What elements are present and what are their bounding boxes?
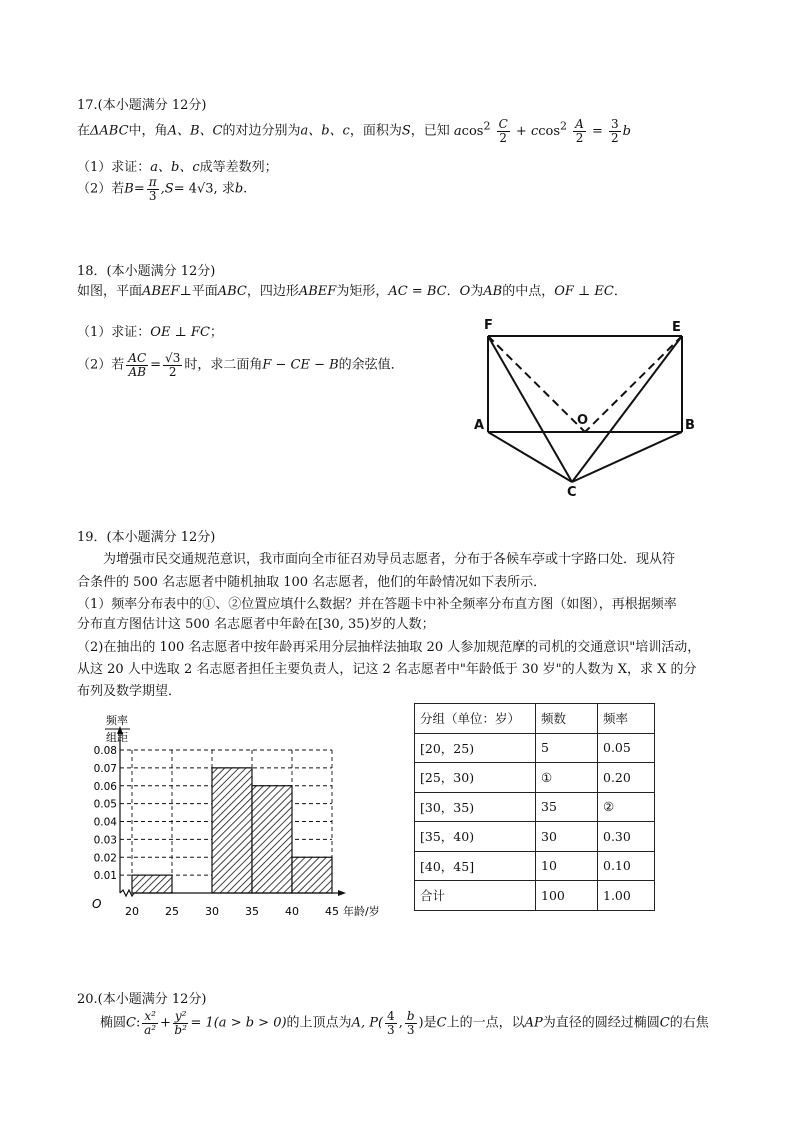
- histogram-bars: [132, 768, 332, 893]
- segment-ap: AP: [524, 1015, 543, 1031]
- frac-num: 3: [611, 117, 619, 131]
- table-total-row: [415, 881, 655, 911]
- segment-ab: AB: [483, 284, 503, 299]
- x-tick-label: 40: [285, 905, 299, 918]
- q17-text: ，面积为: [349, 123, 402, 139]
- q17-equation: [453, 117, 631, 145]
- table-cell: 10: [536, 851, 598, 881]
- histogram-bar: [292, 857, 332, 893]
- frac-den: 2: [168, 364, 177, 379]
- frac-den: a²: [144, 1022, 157, 1037]
- q20-stem: [100, 1010, 709, 1036]
- q17-text: 在: [77, 123, 91, 139]
- q17-title: 17.(本小题满分 12分): [77, 98, 207, 113]
- q19-para2: 合条件的 500 名志愿者中随机抽取 100 名志愿者，他们的年龄情况如下表所示．: [77, 575, 547, 590]
- q18-text: ．: [613, 284, 627, 299]
- ellipse-c: C: [659, 1015, 670, 1031]
- q19-title: 19．(本小题满分 12分): [77, 530, 216, 545]
- label-o: O: [577, 413, 589, 428]
- q17-text: ，已知: [410, 123, 450, 139]
- eq-c: c: [530, 123, 539, 139]
- part-text: 的余弦值．: [338, 357, 404, 373]
- quad-abef: ABEF: [298, 284, 337, 299]
- part-text: 时，求二面角: [184, 357, 263, 373]
- cond-of-ec: OF ⊥ EC: [554, 284, 614, 299]
- eq-b: b: [622, 123, 631, 139]
- part-text: 成等差数列；: [199, 160, 278, 175]
- eq-frac-a2: [573, 118, 586, 144]
- histogram-bar: [212, 768, 252, 893]
- eq-plus: +: [159, 1015, 171, 1031]
- q18-part1: [77, 321, 223, 340]
- frac-num: y²: [174, 1009, 187, 1023]
- q20-text: 上的一点，以: [446, 1015, 525, 1031]
- q18-text: ，四边形: [246, 284, 299, 299]
- area-value: = 4√3,: [173, 181, 218, 197]
- frequency-table: [414, 703, 655, 911]
- q20-text: 的上顶点为: [286, 1015, 352, 1031]
- ellipse-c: C: [126, 1015, 136, 1031]
- frac-num: π: [148, 175, 157, 189]
- x-tick-label: 20: [125, 905, 139, 918]
- q20-text: 是: [423, 1015, 437, 1031]
- q18-text: ⊥平面: [179, 284, 218, 299]
- frac-den: 2: [611, 130, 619, 145]
- angle-b: B: [124, 181, 134, 197]
- table-row: [415, 792, 655, 822]
- q17-sides: a、b、c: [150, 160, 200, 175]
- frac-root3-2: [163, 352, 182, 378]
- table-cell: 0.30: [598, 822, 655, 852]
- plane-abc: ABC: [217, 284, 247, 299]
- x-tick-label: 45: [325, 905, 339, 918]
- q20-text: :: [135, 1015, 141, 1031]
- x-axis-label: 年龄/岁: [343, 905, 380, 918]
- q18-title: 18．(本小题满分 12分): [77, 264, 216, 279]
- x-axis-arrow: [338, 890, 346, 896]
- table-row: [415, 851, 655, 881]
- frac-4-3: [385, 1010, 397, 1036]
- q18-part2: [77, 352, 404, 378]
- edge-eo-dashed: [585, 336, 682, 432]
- frac-num: b: [406, 1009, 415, 1023]
- table-header: 分组（单位：岁）: [415, 704, 536, 734]
- q18-text: 为矩形，: [336, 284, 389, 299]
- q19-part2-line3: 布列及数学期望．: [77, 684, 182, 699]
- table-cell: 1.00: [598, 881, 655, 911]
- y-tick-label: 0.05: [93, 798, 117, 811]
- eq-a: a: [453, 123, 462, 139]
- frac-num: AC: [128, 351, 147, 365]
- label-a: A: [474, 418, 485, 433]
- eq-equals: =: [150, 357, 162, 373]
- frac-den: 3: [148, 188, 157, 203]
- q17-sides: a、b、c: [300, 123, 350, 139]
- edge-ac: [488, 432, 572, 482]
- cond-ac-bc: AC = BC: [388, 284, 447, 299]
- frac-b-3: [405, 1010, 417, 1036]
- table-cell: 35: [536, 792, 598, 822]
- part-text: ；: [209, 325, 223, 340]
- frac-den: 2: [499, 130, 507, 145]
- frac-num: x²: [144, 1009, 156, 1023]
- y-tick-label: 0.02: [93, 852, 117, 865]
- table-cell: ②: [598, 792, 655, 822]
- ellipse-condition: = 1(a > b > 0): [190, 1015, 287, 1031]
- side-b: b: [234, 181, 244, 197]
- q18-stem: [77, 280, 627, 299]
- edge-fc: [488, 336, 572, 482]
- q17-angles: A、B、C: [167, 123, 223, 139]
- y-tick-label: 0.06: [93, 780, 117, 793]
- eq-sq: 2: [483, 119, 491, 133]
- plane-abef: ABEF: [142, 284, 180, 299]
- edge-fo-dashed: [488, 336, 585, 432]
- histogram-bar: [252, 786, 292, 893]
- q17-text: 中，角: [128, 123, 168, 139]
- x-tick-label: 35: [245, 905, 259, 918]
- part-label: （1）求证：: [77, 160, 151, 175]
- q20-text: ): [418, 1015, 424, 1031]
- expr-oe-fc: OE ⊥ FC: [150, 325, 210, 340]
- q17-area: S: [401, 123, 411, 139]
- eq-equals: =: [591, 123, 603, 139]
- q19-para1: 为增强市民交通规范意识，我市面向全市征召劝导员志愿者，分布于各候车亭或十字路口处．现从符: [103, 552, 676, 567]
- point-a-p: A, P(: [351, 1015, 384, 1031]
- part-text: 求: [221, 181, 235, 197]
- frac-den: AB: [128, 364, 146, 379]
- table-cell: [30，35): [415, 792, 536, 822]
- q19-part1-line1: （1）频率分布表中的①、②位置应填什么数据？并在答题卡中补全频率分布直方图（如图），再根据频率: [77, 597, 677, 612]
- frac-pi-3: [147, 176, 159, 202]
- frac-den: 2: [575, 130, 584, 145]
- y-tick-label: 0.08: [93, 745, 117, 757]
- label-e: E: [672, 320, 681, 335]
- point-o: O: [459, 284, 471, 299]
- label-c: C: [567, 485, 577, 500]
- table-row: [415, 733, 655, 763]
- y-tick-label: 0.01: [93, 870, 117, 883]
- eq-sq: 2: [560, 119, 568, 133]
- q17-stem: [77, 118, 631, 144]
- eq-frac-c2: [497, 118, 510, 144]
- q20-text: ,: [398, 1015, 403, 1031]
- ellipse-c: C: [436, 1015, 447, 1031]
- q20-text: 椭圆: [100, 1015, 127, 1031]
- histogram-bar: [132, 875, 172, 893]
- table-cell: 30: [536, 822, 598, 852]
- q18-text: 为: [470, 284, 484, 299]
- q19-part1-line2: 分布直方图估计这 500 名志愿者中年龄在[30, 35)岁的人数；: [77, 617, 435, 632]
- eq-equals: =: [133, 181, 145, 197]
- table-header: 频数: [536, 704, 598, 734]
- table-cell: [35，40): [415, 822, 536, 852]
- frac-x2-a2: [142, 1010, 158, 1036]
- frac-num: C: [498, 117, 508, 131]
- eq-cos: cos: [461, 123, 484, 139]
- q20-text: 为直径的圆经过椭圆: [542, 1015, 660, 1031]
- part-label: （1）求证：: [77, 325, 151, 340]
- x-tick-label: 30: [205, 905, 219, 918]
- table-row: [415, 822, 655, 852]
- frac-num: √3: [165, 351, 181, 365]
- table-cell: 100: [536, 881, 598, 911]
- frac-den: 3: [406, 1022, 415, 1037]
- edge-ec: [572, 336, 682, 482]
- table-cell: 0.05: [598, 733, 655, 763]
- q17-part2: [77, 176, 247, 202]
- q20-title: 20.(本小题满分 12分): [77, 992, 207, 1007]
- table-cell: 5: [536, 733, 598, 763]
- table-cell: ①: [536, 763, 598, 793]
- part-label: （2）若: [77, 357, 125, 373]
- q17-text: 的对边分别为: [222, 123, 301, 139]
- eq-plus: +: [515, 123, 527, 139]
- q20-text: 的右焦: [669, 1015, 709, 1031]
- table-cell: [25，30): [415, 763, 536, 793]
- frac-num: 4: [387, 1009, 395, 1023]
- label-f: F: [484, 318, 493, 333]
- table-cell: [40，45]: [415, 851, 536, 881]
- y-label-top: 频率: [106, 714, 128, 727]
- figure-lines: [488, 336, 682, 482]
- table-cell: 0.10: [598, 851, 655, 881]
- table-header: 频率: [598, 704, 655, 734]
- q19-part2-line2: 从这 20 人中选取 2 名志愿者担任主要负责人，记这 2 名志愿者中"年龄低于 30 岁"的人数为 X，求 X 的分: [77, 662, 697, 677]
- figure-labels: [474, 318, 695, 500]
- y-tick-label: 0.03: [93, 834, 117, 847]
- q18-text: 的中点，: [502, 284, 555, 299]
- table-cell: [20，25): [415, 733, 536, 763]
- frac-y2-b2: [173, 1010, 189, 1036]
- table-row: [415, 763, 655, 793]
- x-tick-label: 25: [165, 905, 179, 918]
- y-label-bottom: 组距: [106, 731, 128, 744]
- edge-bc: [572, 432, 682, 482]
- q19-part2-line1: （2)在抽出的 100 名志愿者中按年龄再采用分层抽样法抽取 20 人参加规范摩的司机的交通意识"培训活动，: [77, 640, 701, 655]
- frac-den: b²: [174, 1022, 187, 1037]
- q17-triangle: ΔABC: [90, 123, 129, 139]
- y-tick-label: 0.04: [93, 816, 117, 829]
- q17-part1: [77, 156, 278, 175]
- frac-ac-ab: [126, 352, 148, 378]
- label-b: B: [685, 418, 695, 433]
- q18-figure: [470, 312, 710, 502]
- q18-text: 如图，平面: [77, 284, 143, 299]
- eq-cos: cos: [538, 123, 561, 139]
- table-cell: 0.20: [598, 763, 655, 793]
- frac-num: A: [575, 117, 584, 131]
- part-text: .: [243, 181, 248, 197]
- table-cell: 合计: [415, 881, 536, 911]
- q18-text: ．: [446, 284, 460, 299]
- area-s: ,S: [160, 181, 174, 197]
- eq-frac-32: [609, 118, 621, 144]
- frac-den: 3: [387, 1022, 395, 1037]
- origin-label: O: [92, 897, 102, 911]
- table-header-row: [415, 704, 655, 734]
- part-label: （2）若: [77, 181, 125, 197]
- y-tick-label: 0.07: [93, 762, 117, 775]
- frequency-histogram: [70, 710, 400, 925]
- expr-f-ce-b: F − CE − B: [262, 357, 339, 373]
